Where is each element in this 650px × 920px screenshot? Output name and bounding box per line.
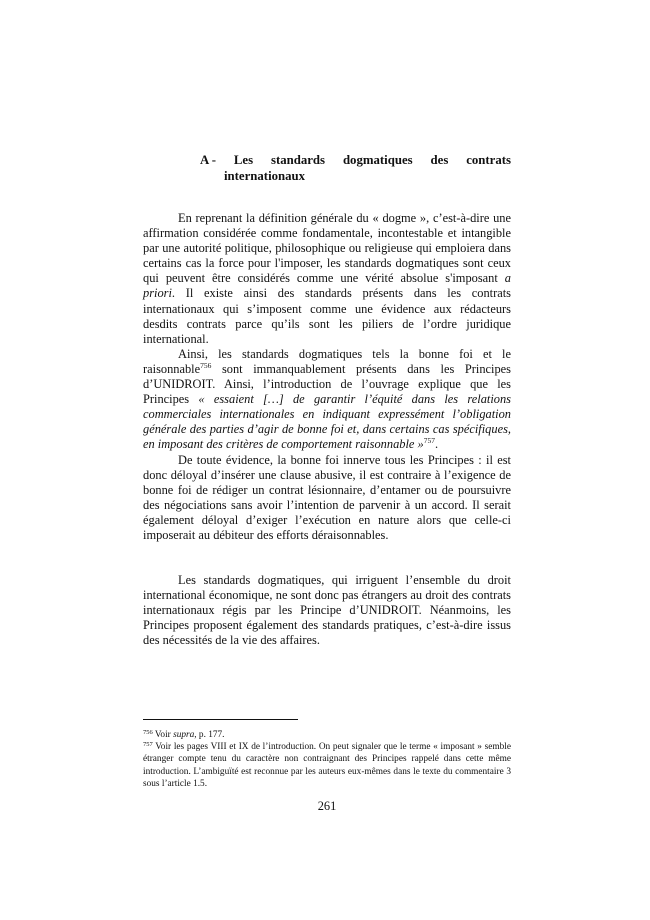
paragraph-4: Les standards dogmatiques, qui irriguent l’ensemble du droit international économique, ne sont donc pas étrangers au droit des contrats internationaux régis par les Principe d’UNIDROIT. Néanmoins, les Principes proposent également des standards pratiques, c’est-à-dire issus des nécessités de la vie des affaires. xyxy=(143,573,511,648)
text: . xyxy=(434,437,439,452)
heading-word: des xyxy=(430,153,449,167)
text: Voir xyxy=(152,729,174,740)
section-heading xyxy=(200,152,511,184)
heading-word: contrats xyxy=(466,153,511,167)
text: En reprenant la définition générale du « dogme », c’est-à-dire une affirmation considérée comme fondamentale, incontestable et intangible par une autorité politique, philosophique ou religieuse qui emploiera dans certains cas la force pour l'imposer, les standards dogmatiques sont ceux qui peuvent être considérés comme une vérité absolue s'imposant xyxy=(143,211,511,286)
body-text-2 xyxy=(143,573,511,648)
body-text xyxy=(143,211,511,543)
page-number: 261 xyxy=(317,798,337,813)
footnote-number: 756 xyxy=(143,728,153,736)
text: , p. 177. xyxy=(194,729,225,740)
footnote-separator xyxy=(143,719,298,720)
footnote-ref[interactable]: 757 xyxy=(423,436,435,446)
text: . Il existe ainsi des standards présents dans les contrats internationaux qui s’imposent comme une évidence aux rédacteurs desdits contrats parce qu’ils sont les piliers de l’ordre juridique international. xyxy=(143,286,511,346)
heading-line2: internationaux xyxy=(224,169,306,183)
text: Voir les pages VIII et IX de l’introduction. On peut signaler que le terme « imposant » semble étranger compte tenu du caractère non contraignant des Principes rappelé dans cette même introduction. L’ambiguïté est reconnue par les auteurs eux-mêmes dans le texte du commentaire 3 sous l’article 1.5. xyxy=(143,741,511,790)
italic-text: a priori xyxy=(143,271,511,301)
italic-text: supra xyxy=(173,729,195,740)
footnotes xyxy=(143,729,511,791)
paragraph-1 xyxy=(143,211,511,347)
footnote-ref[interactable]: 756 xyxy=(200,360,212,370)
paragraph-2 xyxy=(143,347,511,453)
heading-word: Les xyxy=(233,153,254,167)
heading-label: A - xyxy=(200,153,216,167)
paragraph-3: De toute évidence, la bonne foi innerve tous les Principes : il est donc déloyal d’insérer une clause abusive, il est contraire à l’exigence de bonne foi de rédiger un contrat lésionnaire, d’entamer ou de poursuivre des négociations sans avoir l’intention de parvenir à un accord. Il serait également déloyal d’exiger l’exécution en nature alors que celle-ci imposerait au débiteur des efforts déraisonnables. xyxy=(143,452,511,542)
footnote-757 xyxy=(143,741,511,791)
heading-word: standards xyxy=(270,153,326,167)
text: Ainsi, les standards dogmatiques tels la bonne foi et le raisonnable xyxy=(143,346,511,376)
heading-word: dogmatiques xyxy=(342,153,413,167)
quote: « essaient […] de garantir l’équité dans les relations commerciales internationales en indiquant expressément l’obligation générale des parties d’agir de bonne foi et, dans certains cas spécifiques, en imposant des critères de comportement raisonnable » xyxy=(143,392,511,452)
text: sont immanquablement présents dans les Principes d’UNIDROIT. Ainsi, l’introduction de l’ouvrage explique que les Principes xyxy=(143,361,511,407)
footnote-756 xyxy=(143,729,511,741)
footnote-number: 757 xyxy=(143,740,153,748)
